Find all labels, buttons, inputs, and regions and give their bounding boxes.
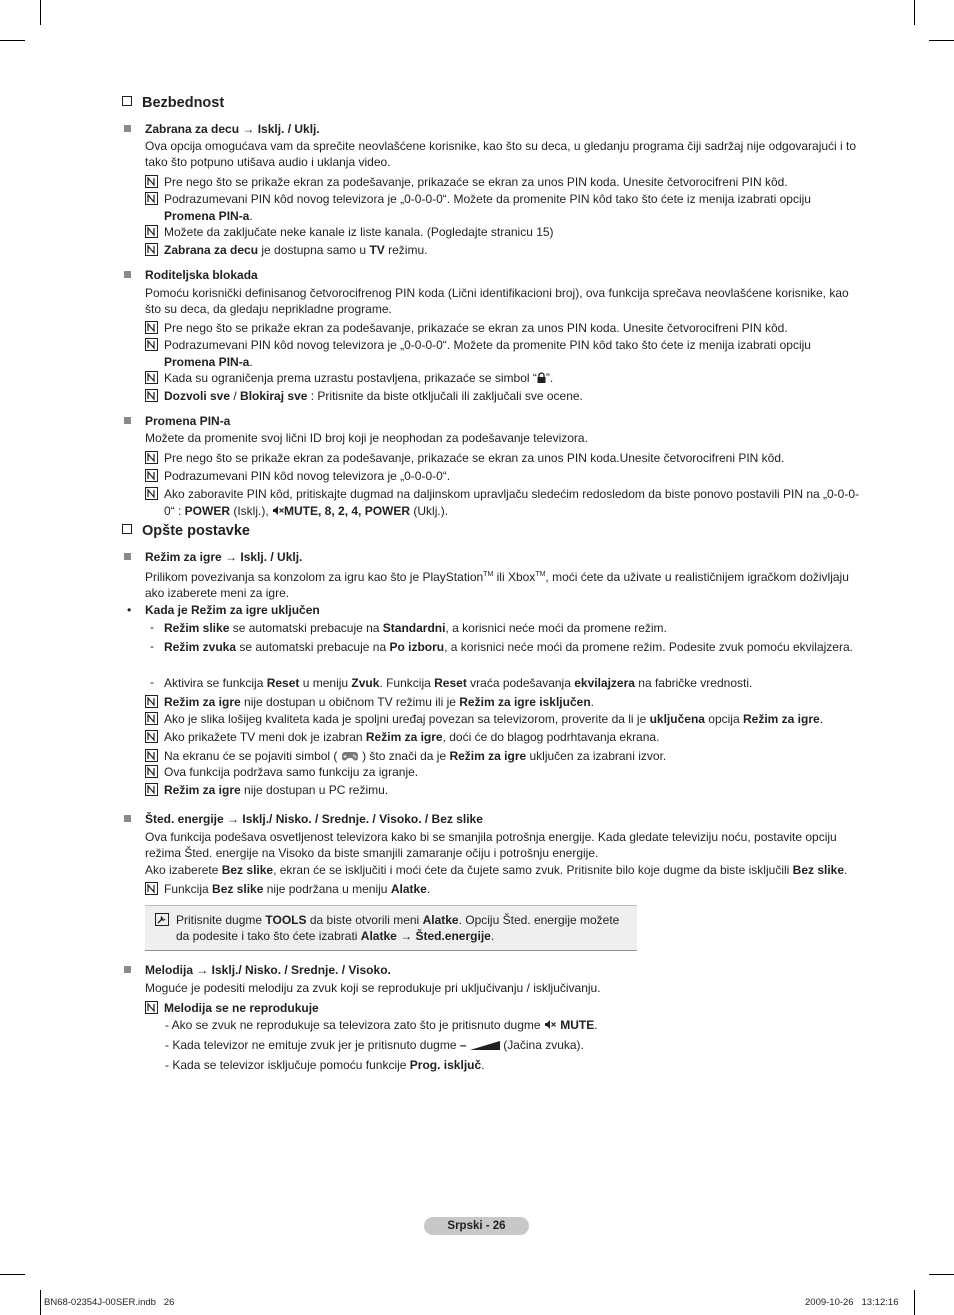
change-pin-body: Možete da promenite svoj lični ID broj koji je neophodan za podešavanje televizora. xyxy=(145,431,588,445)
crop-mark xyxy=(929,40,954,41)
checkbox-icon xyxy=(122,524,132,534)
game-mode-on-label: Kada je Režim za igre uključen xyxy=(145,603,320,617)
game-mode-heading: Režim za igre → Isklj. / Uklj. xyxy=(145,550,303,564)
note: Ako prikažete TV meni dok je izabran Režim za igre, doći će do blagog podrhtavanja ekrana. xyxy=(145,729,860,746)
dash-item: - Režim zvuka se automatski prebacuje na Po izboru, a korisnici neće moći da promene režim. Podesite zvuk pomoću ekvilajzera. xyxy=(150,639,853,654)
note: Režim za igre nije dostupan u PC režimu. xyxy=(145,782,860,799)
note: Na ekranu će se pojaviti simbol ( ) što znači da je Režim za igre uključen za izabrani izvor. xyxy=(145,748,860,767)
crop-mark xyxy=(0,40,25,41)
dash-item: - Režim slike se automatski prebacuje na Standardni, a korisnici neće moći da promene režim. xyxy=(150,620,667,635)
note-icon xyxy=(145,765,158,778)
section-title-security: Bezbednost xyxy=(122,95,224,111)
note: Ako je slika lošijeg kvaliteta kada je spoljni uređaj povezan sa televizorom, proverite da li je uključena opcija Režim za igre. xyxy=(145,711,860,728)
melody-body: Moguće je podesiti melodiju za zvuk koji se reprodukuje pri uključivanju / isključivanju. xyxy=(145,981,601,995)
note-icon xyxy=(145,882,158,895)
child-lock-heading: Zabrana za decu → Isklj. / Uklj. xyxy=(145,122,320,136)
tools-icon xyxy=(155,913,169,929)
child-lock-body: Ova opcija omogućava vam da sprečite neovlašćene korisnike, kao što su deca, u gledanju programa čiji sadržaj nije odgovarajući i to tako što potpuno utišava audio i uklanja video. xyxy=(145,139,857,169)
section-title-general: Opšte postavke xyxy=(122,523,250,539)
note: Kada su ograničenja prema uzrastu postavljena, prikazaće se simbol “ ”. xyxy=(145,370,860,388)
note: Funkcija Bez slike nije podržana u meniju Alatke. xyxy=(145,881,860,898)
note: Pre nego što se prikaže ekran za podešavanje, prikazaće se ekran za unos PIN koda.Unesite četvorocifreni PIN kôd. xyxy=(145,450,860,467)
note: Možete da zaključate neke kanale iz liste kanala. (Pogledajte stranicu 15) xyxy=(145,224,860,241)
crop-mark xyxy=(40,1290,41,1315)
note: Ako zaboravite PIN kôd, pritiskajte dugmad na daljinskom upravljaču sledećim redosledom da biste ponovo postavili PIN na „0-0-0-0“ : POWER (Isklj.), MUTE, 8, 2, 4, POWER (Uklj.). xyxy=(145,486,860,521)
note: Podrazumevani PIN kôd novog televizora je „0-0-0-0“. xyxy=(145,468,860,485)
note: Podrazumevani PIN kôd novog televizora je „0-0-0-0“. Možete da promenite PIN kôd tako što ćete iz menija izabrati opciju Promena PIN-a. xyxy=(145,337,860,371)
crop-mark xyxy=(914,1290,915,1315)
dash-item: - Aktivira se funkcija Reset u meniju Zvuk. Funkcija Reset vraća podešavanja ekvilajzera na fabričke vrednosti. xyxy=(150,675,753,690)
note-icon xyxy=(145,730,158,743)
note-icon xyxy=(145,338,158,351)
square-bullet-icon xyxy=(124,417,131,424)
checkbox-icon xyxy=(122,96,132,106)
note-icon xyxy=(145,243,158,256)
note: Režim za igre nije dostupan u običnom TV režimu ili je Režim za igre isključen. xyxy=(145,694,860,711)
note-icon xyxy=(145,469,158,482)
note-icon xyxy=(145,389,158,402)
note-icon xyxy=(145,487,158,500)
note-icon xyxy=(145,451,158,464)
parental-lock-heading: Roditeljska blokada xyxy=(145,268,258,282)
footer-file: BN68-02354J-00SER.indb 26 xyxy=(44,1297,175,1308)
crop-mark xyxy=(929,1274,954,1275)
note-icon xyxy=(145,192,158,205)
energy-body: Ova funkcija podešava osvetljenost televizora kako bi se smanjila potrošnja energije. Kada gledate televiziju noću, postavite opciju režima Šted. energije na Visoko da biste smanjili zamaranje očiju i potrošnju energije. xyxy=(145,830,837,860)
page-number-badge: Srpski - 26 xyxy=(424,1217,529,1235)
note-icon xyxy=(145,371,158,384)
melody-heading: Melodija → Isklj./ Nisko. / Srednje. / Visoko. xyxy=(145,963,391,977)
square-bullet-icon xyxy=(124,815,131,822)
note-icon xyxy=(145,783,158,796)
volume-icon xyxy=(470,1038,500,1055)
square-bullet-icon xyxy=(124,271,131,278)
note: Podrazumevani PIN kôd novog televizora je „0-0-0-0“. Možete da promenite PIN kôd tako što ćete iz menija izabrati opciju Promena PIN-a. xyxy=(145,191,860,225)
tools-tip-box: Pritisnite dugme TOOLS da biste otvorili meni Alatke. Opciju Šted. energije možete da podesite i tako što ćete izabrati Alatke → Šted.energije. xyxy=(145,905,637,951)
mute-icon xyxy=(272,504,284,521)
melody-dash-item: - Kada se televizor isključuje pomoću funkcije Prog. isključ. xyxy=(165,1058,485,1072)
bullet-dot: • xyxy=(127,603,132,617)
crop-mark xyxy=(0,1274,25,1275)
footer-timestamp: 2009-10-26 13:12:16 xyxy=(805,1297,899,1308)
note: Pre nego što se prikaže ekran za podešavanje, prikazaće se ekran za unos PIN koda. Unesite četvorocifreni PIN kôd. xyxy=(145,320,860,337)
note: Ova funkcija podržava samo funkciju za igranje. xyxy=(145,764,860,781)
note-icon xyxy=(145,175,158,188)
note: Melodija se ne reprodukuje xyxy=(145,1000,860,1017)
note-icon xyxy=(145,749,158,762)
crop-mark xyxy=(40,0,41,25)
parental-lock-body: Pomoću korisnički definisanog četvorocifrenog PIN koda (Lični identifikacioni broj), ova funkcija sprečava neovlašćene korisnike, kao što su deca, da gledaju neprikladne programe. xyxy=(145,286,849,316)
note-icon xyxy=(145,695,158,708)
note-icon xyxy=(145,321,158,334)
mute-icon xyxy=(544,1018,557,1035)
lock-icon xyxy=(537,371,546,388)
note-icon xyxy=(145,225,158,238)
square-bullet-icon xyxy=(124,966,131,973)
game-mode-body: Prilikom povezivanja sa konzolom za igru kao što je PlayStation™ ili Xbox™, moći ćete da uživate u realističnijem igračkom doživljaju ako izaberete meni za igre. xyxy=(145,570,849,600)
note-icon xyxy=(145,1001,158,1014)
note: Dozvoli sve / Blokiraj sve : Pritisnite da biste otključali ili zaključali sve ocene. xyxy=(145,388,860,405)
crop-mark xyxy=(914,0,915,25)
square-bullet-icon xyxy=(124,125,131,132)
energy-body-2: Ako izaberete Bez slike, ekran će se isključiti i moći ćete da čujete samo zvuk. Pritisnite bilo koje dugme da biste isključili Bez slike. xyxy=(145,863,848,877)
change-pin-heading: Promena PIN-a xyxy=(145,414,231,428)
note: Pre nego što se prikaže ekran za podešavanje, prikazaće se ekran za unos PIN koda. Unesite četvorocifreni PIN kôd. xyxy=(145,174,860,191)
square-bullet-icon xyxy=(124,553,131,560)
melody-dash-item: - Kada televizor ne emituje zvuk jer je pritisnuto dugme – (Jačina zvuka). xyxy=(165,1037,855,1055)
note-icon xyxy=(145,712,158,725)
energy-heading: Šted. energije → Isklj./ Nisko. / Srednje. / Visoko. / Bez slike xyxy=(145,812,483,826)
note: Zabrana za decu je dostupna samo u TV režimu. xyxy=(145,242,860,259)
melody-dash-item: - Ako se zvuk ne reprodukuje sa televizora zato što je pritisnuto dugme MUTE. xyxy=(165,1017,855,1035)
